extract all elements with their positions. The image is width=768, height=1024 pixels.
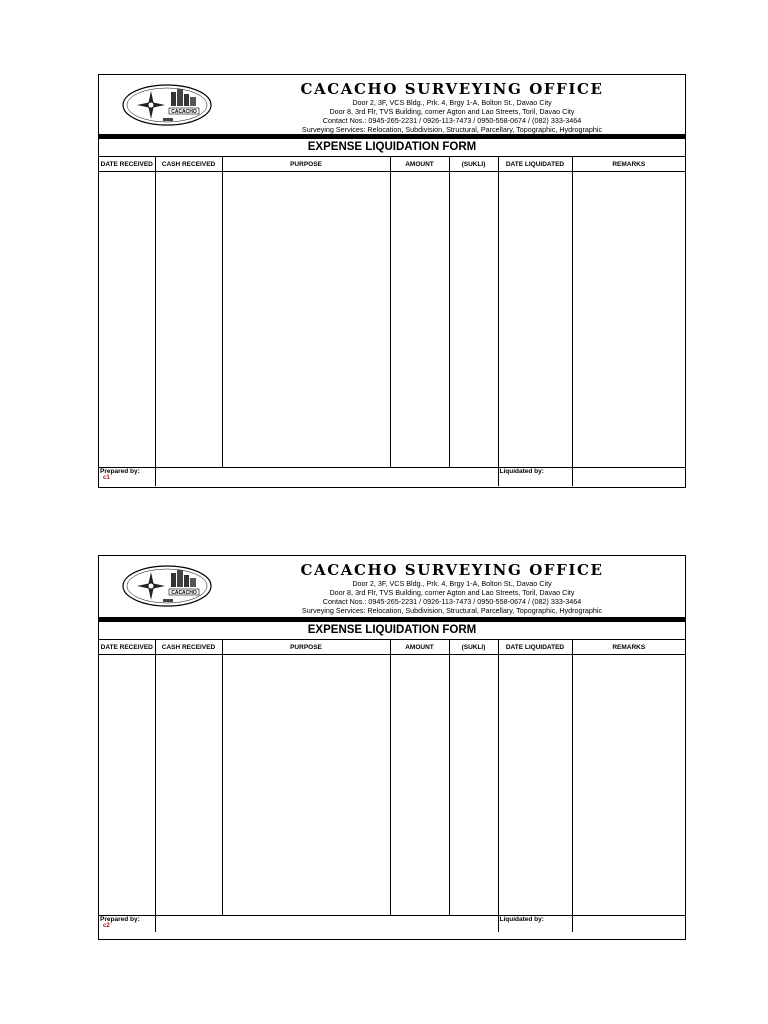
liquidated-by-text: Liquidated by: (499, 468, 544, 475)
company-block (227, 561, 677, 615)
col-cash-received: CASH RECEIVED (155, 157, 222, 172)
col-amount: AMOUNT (390, 640, 449, 655)
company-logo-icon (121, 564, 213, 608)
contact-line: Contact Nos.: 0945-265-2231 / 0926-113-7473 / 0950-558-0674 / (082) 333-3464 (322, 597, 582, 606)
services-line: Surveying Services: Relocation, Subdivision, Structural, Parcellary, Topographic, Hydrographic (301, 125, 603, 134)
col-date-liquidated: DATE LIQUIDATED (498, 640, 572, 655)
liquidation-table (99, 157, 685, 486)
table-body-row (99, 172, 685, 468)
form-code: c1 (103, 475, 110, 481)
cell-purpose[interactable] (222, 172, 390, 468)
liquidated-by-text: Liquidated by: (499, 916, 544, 923)
form-header (99, 556, 685, 617)
table-header-row (99, 640, 685, 655)
table-body-row (99, 655, 685, 916)
cell-date-liquidated[interactable] (498, 655, 572, 916)
liquidated-by-label (498, 468, 572, 486)
table-header-row (99, 157, 685, 172)
prepared-by-text: Prepared by: (100, 468, 140, 475)
prepared-by-label (99, 916, 155, 932)
expense-liquidation-form-1 (98, 74, 686, 488)
liquidated-by-field[interactable] (572, 916, 685, 932)
col-date-received: DATE RECEIVED (99, 157, 155, 172)
logo-text: CACACHO (171, 109, 197, 115)
company-name: CACACHO SURVEYING OFFICE (300, 80, 604, 98)
prepared-by-field[interactable] (155, 916, 498, 932)
form-title: EXPENSE LIQUIDATION FORM (99, 622, 685, 640)
col-date-liquidated: DATE LIQUIDATED (498, 157, 572, 172)
contact-line: Contact Nos.: 0945-265-2231 / 0926-113-7473 / 0950-558-0674 / (082) 333-3464 (322, 116, 582, 125)
col-remarks: REMARKS (572, 640, 685, 655)
address-line: Door 2, 3F, VCS Bldg., Prk. 4, Brgy 1-A, Bolton St., Davao City (352, 579, 552, 588)
col-purpose: PURPOSE (222, 157, 390, 172)
company-block (227, 80, 677, 134)
col-cash-received: CASH RECEIVED (155, 640, 222, 655)
cell-amount[interactable] (390, 655, 449, 916)
col-remarks: REMARKS (572, 157, 685, 172)
col-amount: AMOUNT (390, 157, 449, 172)
prepared-by-label (99, 468, 155, 486)
logo-text: CACACHO (171, 590, 197, 596)
cell-cash-received[interactable] (155, 172, 222, 468)
col-purpose: PURPOSE (222, 640, 390, 655)
signature-row (99, 468, 685, 486)
cell-cash-received[interactable] (155, 655, 222, 916)
company-logo-icon (121, 83, 213, 127)
services-line: Surveying Services: Relocation, Subdivision, Structural, Parcellary, Topographic, Hydrographic (301, 606, 603, 615)
cell-sukli[interactable] (449, 172, 498, 468)
cell-date-received[interactable] (99, 172, 155, 468)
cell-remarks[interactable] (572, 172, 685, 468)
liquidated-by-label (498, 916, 572, 932)
address-line: Door 8, 3rd Flr, TVS Building, corner Agton and Lao Streets, Toril, Davao City (329, 107, 575, 116)
form-code: c2 (103, 923, 110, 929)
cell-sukli[interactable] (449, 655, 498, 916)
col-sukli: (SUKLI) (449, 157, 498, 172)
address-line: Door 2, 3F, VCS Bldg., Prk. 4, Brgy 1-A, Bolton St., Davao City (352, 98, 552, 107)
cell-date-received[interactable] (99, 655, 155, 916)
liquidation-table (99, 640, 685, 932)
prepared-by-field[interactable] (155, 468, 498, 486)
cell-purpose[interactable] (222, 655, 390, 916)
col-date-received: DATE RECEIVED (99, 640, 155, 655)
cell-amount[interactable] (390, 172, 449, 468)
cell-remarks[interactable] (572, 655, 685, 916)
form-title: EXPENSE LIQUIDATION FORM (99, 139, 685, 157)
address-line: Door 8, 3rd Flr, TVS Building, corner Agton and Lao Streets, Toril, Davao City (329, 588, 575, 597)
company-name: CACACHO SURVEYING OFFICE (300, 561, 604, 579)
signature-row (99, 916, 685, 932)
cell-date-liquidated[interactable] (498, 172, 572, 468)
col-sukli: (SUKLI) (449, 640, 498, 655)
liquidated-by-field[interactable] (572, 468, 685, 486)
form-header (99, 75, 685, 134)
prepared-by-text: Prepared by: (100, 916, 140, 923)
expense-liquidation-form-2 (98, 555, 686, 940)
